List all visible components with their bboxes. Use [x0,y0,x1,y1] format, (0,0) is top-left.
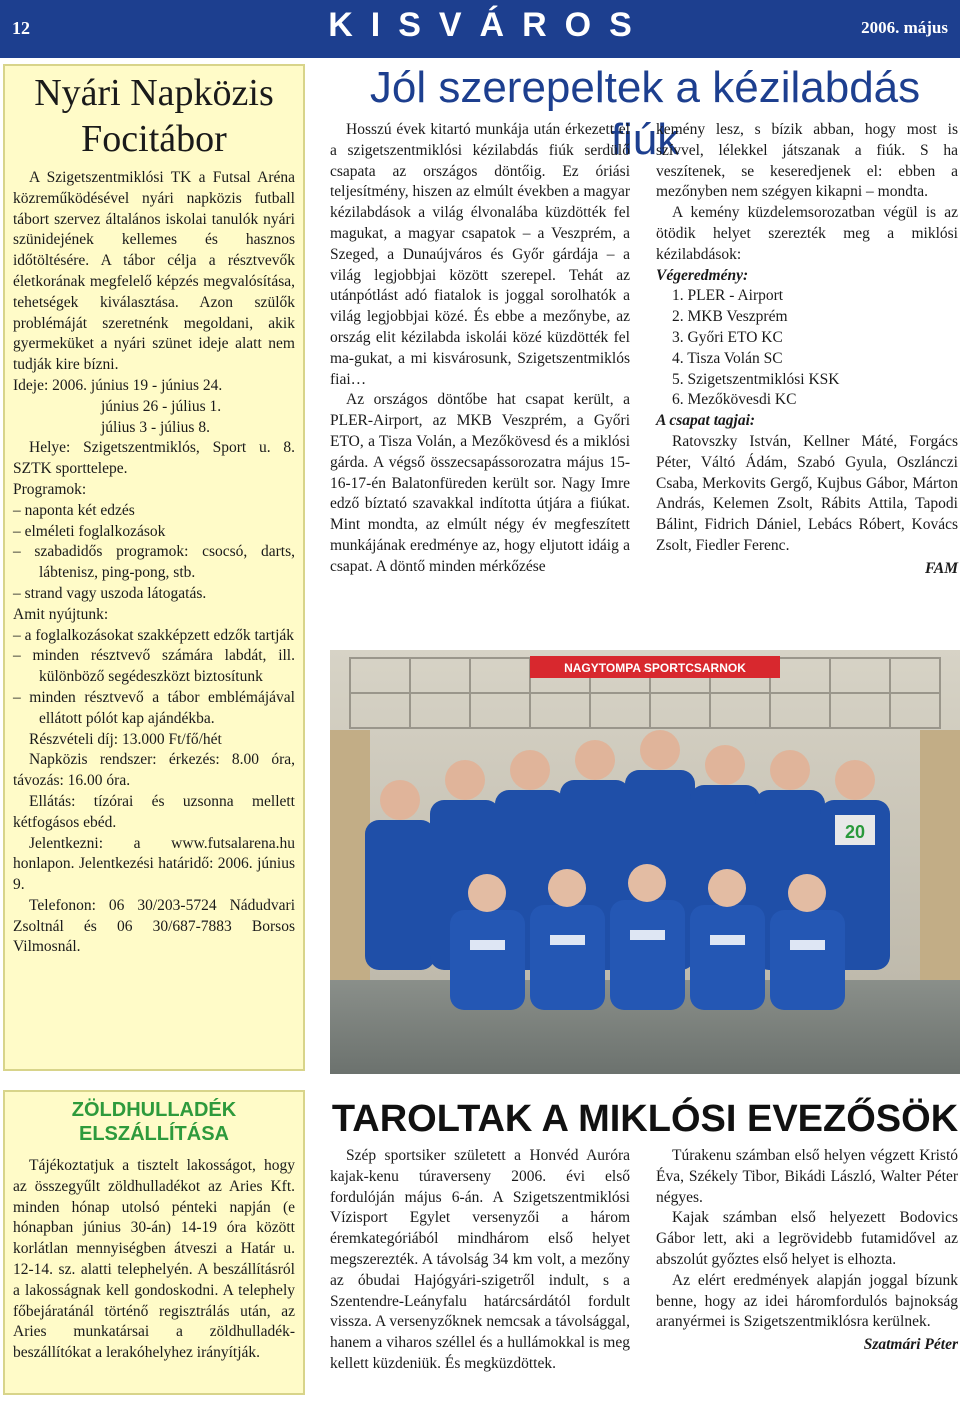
team-photo-illustration [330,650,960,1074]
handball-signature: FAM [924,559,958,577]
evezo-signature: Szatmári Péter [863,1336,958,1354]
evezo-paragraph: Az elért eredmények alapján joggal bízunk benne, hogy az idei háromfordulós bajnokság aranyérmei is Szigetszentmiklósra kerülnek. [656,1271,958,1331]
program-item: – elméleti foglalkozások [13,522,166,540]
nyujtunk-item: – minden résztvevő a tábor emblémájával ellátott pólót kap ajándékba. [13,688,295,727]
handball-paragraph: kemény lesz, s bízik abban, hogy most is szívvel, lélekkel játszanak a fiúk. S ha veszítenek, se keseredjenek el: ebben a mezőnyben nem szégyen kikapni – mondta. [656,121,958,201]
program-item: – naponta két edzés [13,501,135,519]
napkozis-box [3,64,305,1071]
page-header [0,0,960,58]
zoldhulladek-title-line2: ELSZÁLLÍTÁSA [79,1123,229,1145]
handball-column-1 [330,120,630,578]
program-item: – strand vagy uszoda látogatás. [13,584,207,602]
napkozis-rendszer: Napközis rendszer: érkezés: 8.00 óra, távozás: 16.00 óra. [13,751,295,790]
napkozis-title-line2: Focitábor [81,118,227,160]
evezo-headline: TAROLTAK A MIKLÓSI EVEZŐSÖK [331,1098,959,1140]
napkozis-helye: Helye: Szigetszentmiklós, Sport u. 8. SZTK sporttelepe. [13,439,295,478]
napkozis-telefon: Telefonon: 06 30/203-5724 Nádudvari Zsoltnál és 06 30/687-7883 Borsos Vilmosnál. [13,896,295,956]
napkozis-ideje-3: július 3 - július 8. [101,418,210,436]
evezo-paragraph: Túrakenu számban első helyen végzett Kristó Éva, Székely Tibor, Bikádi László, Walter Péter négyes. [656,1147,958,1206]
nyujtunk-item: – a foglalkozásokat szakképzett edzők tartják [13,626,295,644]
napkozis-ideje-2: június 26 - július 1. [101,397,222,415]
tagjai-list: Ratovszky István, Kellner Máté, Forgács Péter, Váltó Ádám, Szabó Gyula, Oszlánczi Csaba, Merkovits Gergő, Kujbus Gábor, Márton András, Kelemen Zsolt, Rábits Attila, Tapodi Bálint, Fidrich Dániel, Lebács Róbert, Kovács Zsolt, Fiedler Ferenc. [656,432,958,554]
zoldhulladek-box [3,1090,305,1395]
evezo-column-1 [330,1146,630,1375]
nyujtunk-item: – minden résztvevő számára labdát, ill. különböző segédeszközt biztosítunk [13,647,295,686]
result-item: 5. Szigetszentmiklósi KSK [672,370,840,388]
zoldhulladek-body: Tájékoztatjuk a tisztelt lakosságot, hogy az összegyűlt zöldhulladékot az Aries Kft. minden hónap utolsó pénteki napján (e hónapban június 30-án) 14-19 óra között korlátlan mennyiségben átveszi a Határ u. 12-14. sz. alatti telephelyén. A beszállításról a lakosságnak kell gondoskodni. A telephely főbejáratánál történő regisztrálás után, az Aries munkatársai a zöldhulladék-beszállítókat a lerakóhelyhez irányítják. [13,1157,295,1362]
photo-banner-text: NAGYTOMPA SPORTCSARNOK [564,661,746,675]
handball-column-2 [656,120,958,580]
evezo-column-2 [656,1146,958,1356]
napkozis-intro: A Szigetszentmiklósi TK a Futsal Aréna közreműködésével nyári napközis futball tábort szervez általános iskolai tanulók nyári szünidejének kellemes és hasznos időtöltésére. A tábor célja a résztvevők életkorának megfelelő képzés megvalósítása, tehetségek kiválasztása. Azon szülők problémáját szeretnénk megoldani, akik gyermeküket a nyári szünet ideje alatt nem tudják kire bízni. [13,169,295,374]
napkozis-jelentkezni: Jelentkezni: a www.futsalarena.hu honlapon. Jelentkezési határidő: 2006. június 9. [13,834,295,894]
handball-paragraph: A kemény küzdelemsorozatban végül is az ötödik helyet szerezték meg a miklósi kézilabdások: [656,204,958,263]
handball-headline: Jól szerepeltek a kézilabdás fiúk [369,63,921,164]
team-photo [330,650,960,1074]
tagjai-label: A csapat tagjai: [656,412,756,430]
result-item: 1. PLER - Airport [672,287,784,305]
napkozis-ideje-1: Ideje: 2006. június 19 - június 24. [13,376,223,394]
result-item: 2. MKB Veszprém [672,308,788,326]
page-number: 12 [12,18,30,38]
evezo-paragraph: Kajak számban első helyezett Bodovics Gábor lett, aki a legrövidebb futamidővel az abszolút győztes első helyet is elhozta. [656,1209,958,1268]
handball-paragraph: Hosszú évek kitartó munkája után érkezett el a szigetszentmiklósi kézilabdás fiúk serdülő csapata az országos döntőig. Ez óriási teljesítmény, hiszen az elmúlt években a magyar kézilabdások a világ élvonalába küzdötték fel magukat, a magyar csapatok – a Veszprém, a Szeged, a Dunaújváros és Győr gárdája – a világ legjobbjai között szerepel. Tehát az utánpótlást adó fiatalok is joggal sorolhatók a világ legjobbjai közé. És ebbe a mezőnybe, az ország elit kézilabda iskolái közé küzdötték fel ma-gukat, a mi kisvárosunk, Szigetszentmiklós fiai… [330,121,630,388]
program-item: – szabadidős programok: csocsó, darts, lábtenisz, ping-pong, stb. [13,543,295,582]
napkozis-title [13,70,295,162]
napkozis-ellatas: Ellátás: tízórai és uzsonna mellett kétfogásos ebéd. [13,792,295,831]
result-item: 4. Tisza Volán SC [672,349,783,367]
result-item: 3. Győri ETO KC [672,328,783,346]
result-item: 6. Mezőkövesdi KC [672,391,797,409]
napkozis-nyujtunk-label: Amit nyújtunk: [13,605,109,623]
photo-shirt-number: 20 [844,822,866,842]
zoldhulladek-title [13,1098,295,1146]
napkozis-dij: Részvételi díj: 13.000 Ft/fő/hét [29,730,222,748]
evezo-paragraph: Szép sportsiker született a Honvéd Auróra kajak-kenu túraverseny 2006. évi első fordulóján május 6-án. A Szigetszentmiklósi Vízisport Egylet versenyzői a három éremkategóriából mindhárom első helyet megszerezték. A távolság 34 km volt, a mezőny az óbudai Hajógyári-szigetről indult, s a Szentendre-Leányfalu határcsárdától fordult vissza. A versenyzőknek nemcsak a távolsággal, hanem a viharos széllel és a hullámokkal is meg kellett küzdeniük. És megküzdöttek. [330,1147,630,1372]
napkozis-programok-label: Programok: [13,480,87,498]
napkozis-title-line1: Nyári Napközis [34,72,274,114]
zoldhulladek-title-line1: ZÖLDHULLADÉK [71,1099,237,1121]
issue-date: 2006. május [861,18,948,37]
vegeredmeny-label: Végeredmény: [656,266,749,284]
masthead: KISVÁROS [328,6,650,44]
handball-paragraph: Az országos döntőbe hat csapat került, a PLER-Airport, az MKB Veszprém, a Győri ETO, a Tisza Volán, a Mezőkövesd és a miklósi gárda. A végső összecsapássorozatra május 15-16-17-én Balatonfüreden került sor. Nagy Imre edző bíztató szavakkal indította útjára a fiúkat. Mint mondta, az elmúlt négy év megfeszített munkájának eredménye az, hogy eljutott idáig a csapat. A döntő minden mérkőzése [330,391,630,575]
